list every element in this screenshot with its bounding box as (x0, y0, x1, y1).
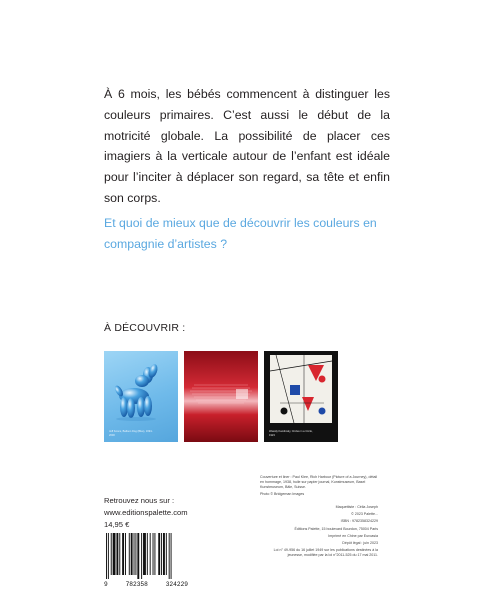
designer-credit: Maquettiste : Célia Joseph (335, 505, 378, 509)
discover-heading: À DÉCOUVRIR : (104, 322, 186, 334)
law-notice: Loi n° 49-956 du 16 juillet 1949 sur les publications destinées à la jeunesse, modifiée par la loi n°2011-525 du 17 mai 2011. (273, 548, 378, 558)
cover-credit: Couverture et liner : Paul Klee, Rich Harbour (Picture of a Journey), détail en hommage, 1938, huile sur papier journal, Kunstmuseum, Basel Kunstmuseum, Bâle, Suisse. (260, 475, 378, 489)
book-caption: Wassily Kandinsky, Circles in a Circle, 1923 (269, 430, 313, 437)
imprint-block (270, 505, 378, 560)
book-caption: Jeff Koons, Balloon Dog (Blue), 1994-2000 (109, 430, 153, 437)
photo-credit: Photo © Bridgeman Images (260, 492, 305, 497)
isbn-text: ISBN : 9782358324229 (340, 519, 378, 524)
publisher-address: Éditions Palette, 15 boulevard Bourdon, 75004 Paris (294, 526, 378, 531)
barcode-digit-group: 9 (104, 581, 108, 588)
legal-deposit: Dépôt légal : juin 2023 (342, 540, 378, 545)
barcode-digits (104, 581, 188, 588)
balloon-dog-artwork-icon (104, 351, 178, 442)
printer: Imprimé en Chine par Euroasia (328, 533, 378, 538)
highlight-paragraph: Et quoi de mieux que de découvrir les couleurs en compagnie d’artistes ? (104, 216, 377, 251)
book-thumbnail-geometric[interactable] (264, 351, 338, 442)
red-abstract-artwork-icon (184, 351, 258, 442)
find-us-label: Retrouvez nous sur : (104, 496, 175, 505)
geometric-abstract-artwork-icon (264, 351, 338, 442)
book-thumbnail-red-abstract[interactable] (184, 351, 258, 442)
book-thumbnail-balloon-dog[interactable] (104, 351, 178, 442)
intro-paragraph: À 6 mois, les bébés commencent à distinguer les couleurs primaires. C’est aussi le début de la motricité globale. La possibilité de placer ces imagiers à la verticale autour de l’enfant est idéale pour l’inciter à déplacer son regard, sa tête et enfin son corps. (104, 87, 390, 205)
credits-block (260, 475, 378, 499)
website-link[interactable]: www.editionspalette.com (104, 508, 188, 517)
barcode-digit-group: 782358 (125, 581, 148, 588)
copyright: © 2023 Palette... (351, 512, 378, 517)
contact-block (104, 495, 188, 531)
price: 14,95 € (104, 520, 130, 529)
barcode-digit-group: 324229 (165, 581, 188, 588)
barcode-icon (104, 533, 188, 579)
